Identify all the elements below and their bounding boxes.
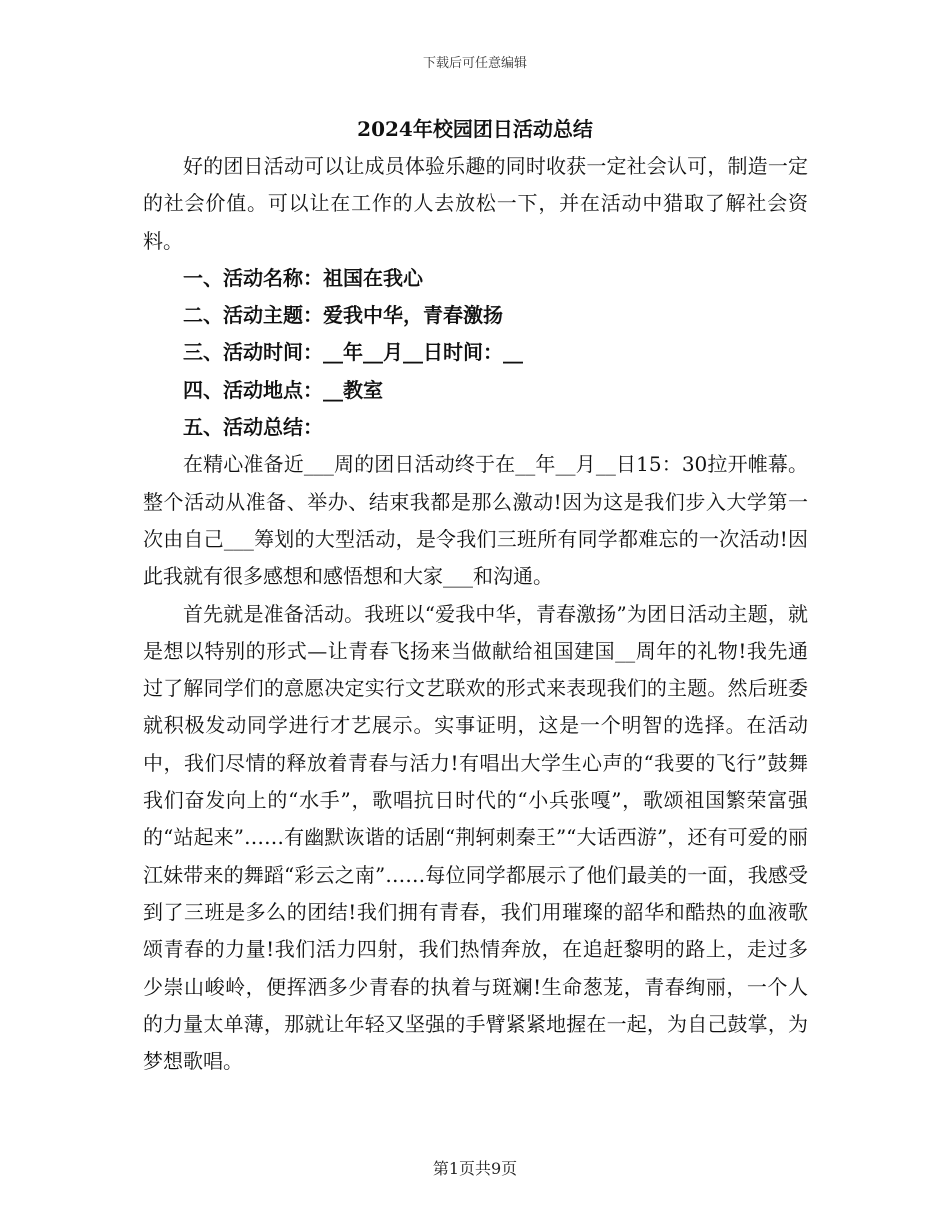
heading-activity-summary: 五、活动总结：: [183, 415, 323, 440]
page-number: 第1页共9页: [432, 1159, 518, 1178]
document-body: [143, 148, 808, 1080]
heading-activity-theme: 二、活动主题：爱我中华，青春激扬: [183, 303, 503, 328]
heading-activity-name: 一、活动名称：祖国在我心: [183, 265, 423, 290]
summary-paragraph-2: 首先就是准备活动。我班以“爱我中华，青春激扬”为团日活动主题，就是想以特别的形式—让青春飞扬来当做献给祖国建国__周年的礼物!我先通过了解同学们的意愿决定实行文艺联欢的形式来表现我们的主题。然后班委就积极发动同学进行才艺展示。实事证明，这是一个明智的选择。在活动中，我们尽情的释放着青春与活力!有唱出大学生心声的“我要的飞行”鼓舞我们奋发向上的“水手”，歌唱抗日时代的“小兵张嘎”，歌颂祖国繁荣富强的“站起来”……有幽默诙谐的话剧“荆轲刺秦王”“大话西游”，还有可爱的丽江妹带来的舞蹈“彩云之南”……每位同学都展示了他们最美的一面，我感受到了三班是多么的团结!我们拥有青春，我们用璀璨的韶华和酷热的血液歌颂青春的力量!我们活力四射，我们热情奔放，在追赶黎明的路上，走过多少崇山峻岭，便挥洒多少青春的执着与斑斓!生命葱茏，青春绚丽，一个人的力量太单薄，那就让年轻又坚强的手臂紧紧地握在一起，为自己鼓掌，为梦想歌唱。: [143, 601, 808, 1074]
heading-activity-time: 三、活动时间：__年__月__日时间：__: [183, 340, 523, 365]
header-note: 下载后可任意编辑: [422, 56, 527, 71]
intro-paragraph: 好的团日活动可以让成员体验乐趣的同时收获一定社会认可，制造一定的社会价值。可以让在工作的人去放松一下，并在活动中猎取了解社会资料。: [143, 154, 808, 253]
summary-paragraph-1: 在精心准备近___周的团日活动终于在__年__月__日15：30拉开帷幕。整个活动从准备、举办、结束我都是那么激动!因为这是我们步入大学第一次由自己___筹划的大型活动，是令我们三班所有同学都难忘的一次活动!因此我就有很多感想和感悟想和大家___和沟通。: [143, 452, 808, 589]
document-title: 2024年校园团日活动总结: [357, 117, 593, 141]
heading-activity-location: 四、活动地点：__教室: [183, 377, 383, 402]
